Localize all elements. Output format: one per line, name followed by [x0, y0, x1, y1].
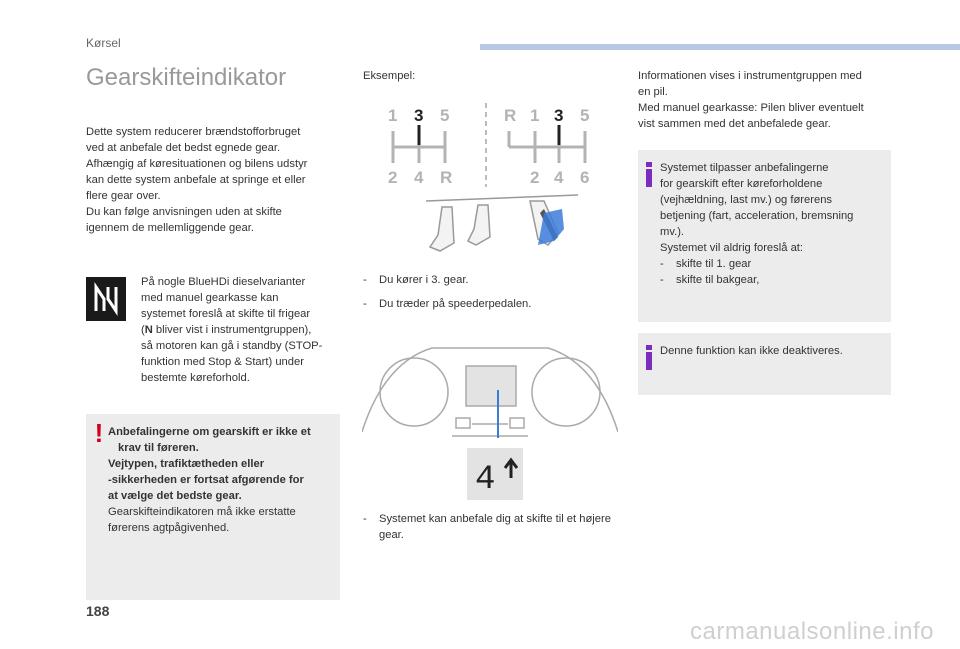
- page-title: Gearskifteindikator: [86, 64, 287, 91]
- note-line: så motoren kan gå i standby (STOP-: [141, 340, 323, 352]
- warning-text: [108, 424, 334, 536]
- gear-label-highlight: 3: [554, 106, 564, 125]
- warning-line: Anbefalingerne om gearskift er ikke et: [108, 426, 311, 438]
- info-line: Informationen vises i instrumentgruppen med: [638, 70, 862, 82]
- info-line: vist sammen med det anbefalede gear.: [638, 118, 831, 130]
- gear-label: 2: [388, 168, 398, 187]
- list-item: - skifte til 1. gear: [660, 258, 752, 270]
- info-line: en pil.: [638, 86, 668, 98]
- gearbox-pedal-illustration: [368, 95, 604, 255]
- example-label: Eksempel:: [363, 70, 416, 82]
- list-item-text: Du træder på speederpedalen.: [379, 298, 532, 310]
- bluehdi-note: [141, 274, 341, 386]
- example-bullets-1: [363, 272, 613, 320]
- info-line: Systemet vil aldrig foreslå at:: [660, 242, 804, 254]
- note-line: med manuel gearkasse kan: [141, 292, 279, 304]
- info-box-text: [660, 160, 882, 288]
- display-info-text: [638, 68, 888, 132]
- warning-line: at vælge det bedste gear.: [108, 490, 242, 502]
- intro-line: ved at anbefale det bedst egnede gear.: [86, 142, 281, 154]
- warning-line: -sikkerheden er fortsat afgørende for: [108, 474, 304, 486]
- list-item: - skifte til bakgear,: [660, 274, 760, 286]
- watermark: carmanualsonline.info: [690, 618, 934, 645]
- list-item: - Du kører i 3. gear.: [363, 274, 469, 286]
- info-line: for gearskift efter køreforholdene: [660, 178, 823, 190]
- gear-label: 4: [554, 168, 564, 187]
- info-line: mv.).: [660, 226, 685, 238]
- gear-label: 5: [440, 106, 450, 125]
- gear-label: 2: [530, 168, 540, 187]
- intro-line: igennem de mellemliggende gear.: [86, 222, 254, 234]
- warning-line: Gearskifteindikatoren må ikke erstatte: [108, 506, 296, 518]
- intro-line: Afhængig af køresituationen og bilens udstyr: [86, 158, 308, 170]
- note-paren: (: [141, 324, 145, 336]
- info-icon: [646, 162, 652, 187]
- info-box: [638, 150, 891, 322]
- info-box: [638, 333, 891, 395]
- gear-label: 5: [580, 106, 590, 125]
- gear-label: 6: [580, 168, 590, 187]
- note-bold-letter: N: [144, 324, 153, 336]
- list-item-text: skifte til bakgear,: [676, 274, 760, 286]
- section-label: Kørsel: [86, 36, 121, 50]
- note-line: [141, 322, 341, 338]
- list-item-text: Systemet kan anbefale dig at skifte til et højere gear.: [379, 513, 611, 541]
- list-item-text: skifte til 1. gear: [676, 258, 752, 270]
- gear-label: 1: [530, 106, 540, 125]
- gear-label: 4: [414, 168, 424, 187]
- intro-line: Dette system reducerer brændstofforbruget: [86, 126, 301, 138]
- info-box-text: Denne funktion kan ikke deaktiveres.: [660, 345, 843, 357]
- note-line: bestemte køreforhold.: [141, 372, 250, 384]
- note-line: systemet foreslå at skifte til frigear: [141, 308, 311, 320]
- note-line-rest: bliver vist i instrumentgruppen),: [152, 324, 312, 336]
- warning-line: Vejtypen, trafiktætheden eller: [108, 458, 265, 470]
- recommended-gear: 4: [475, 461, 496, 499]
- info-line: Systemet tilpasser anbefalingerne: [660, 162, 829, 174]
- info-icon: [646, 345, 652, 370]
- info-line: Med manuel gearkasse: Pilen bliver eventuelt: [638, 102, 864, 114]
- intro-line: Du kan følge anvisningen uden at skifte: [86, 206, 282, 218]
- intro-text: [86, 124, 336, 236]
- warning-line: førerens agtpågivenhed.: [108, 522, 230, 534]
- note-line: funktion med Stop & Start) under: [141, 356, 304, 368]
- dashboard-illustration: [362, 340, 618, 440]
- list-item: - Du træder på speederpedalen.: [363, 298, 532, 310]
- intro-line: flere gear over.: [86, 190, 161, 202]
- neutral-gear-icon: [86, 277, 126, 321]
- gear-label: 1: [388, 106, 398, 125]
- arrow-up-icon: [505, 460, 517, 478]
- warning-line: krav til føreren.: [118, 442, 199, 454]
- warning-icon: !: [94, 418, 104, 448]
- gear-display: [467, 448, 523, 500]
- example-bullets-2: [363, 511, 613, 551]
- gear-label-highlight: 3: [414, 106, 424, 125]
- info-line: (vejhældning, last mv.) og førerens: [660, 194, 833, 206]
- page-number: 188: [86, 603, 110, 619]
- intro-line: kan dette system anbefale at springe et eller: [86, 174, 306, 186]
- info-line: betjening (fart, acceleration, bremsning: [660, 210, 854, 222]
- header-bar: [480, 44, 960, 50]
- gear-label: R: [504, 106, 517, 125]
- gear-label: R: [440, 168, 453, 187]
- list-item-text: Du kører i 3. gear.: [379, 274, 469, 286]
- list-item: - Systemet kan anbefale dig at skifte til et højere gear.: [363, 511, 613, 543]
- note-line: På nogle BlueHDi dieselvarianter: [141, 276, 306, 288]
